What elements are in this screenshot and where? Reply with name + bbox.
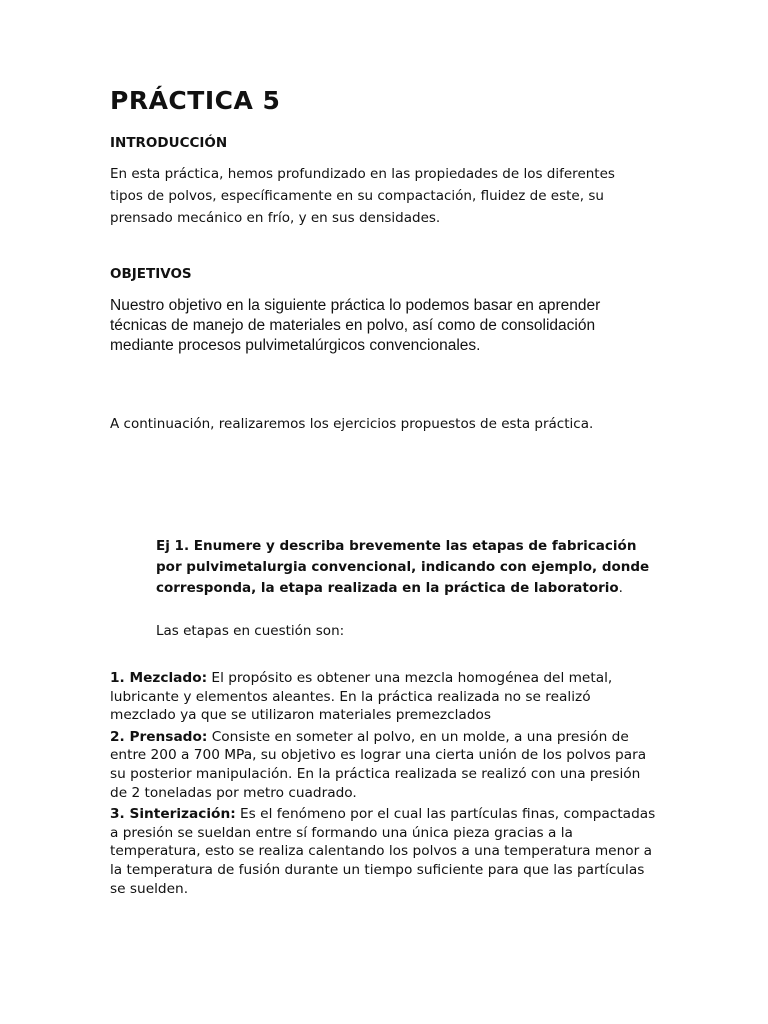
intro-paragraph: En esta práctica, hemos profundizado en las propiedades de los diferentes tipos de polvos, específicamente en su compactación, fluidez de este, su prensado mecánico en frío, y en sus densidades. — [110, 166, 615, 226]
stage-item-prensado — [110, 728, 660, 802]
objetivos-paragraph: Nuestro objetivo en la siguiente práctica lo podemos basar en aprender técnicas de manejo de materiales en polvo, así como de consolidación mediante procesos pulvimetalúrgicos convencionales. — [110, 297, 601, 354]
stage-label: 1. Mezclado: — [110, 670, 208, 686]
page-title: PRÁCTICA 5 — [110, 86, 281, 115]
stage-label: 2. Prensado: — [110, 728, 208, 745]
stages-list — [110, 669, 660, 901]
stage-label: 3. Sinterización: — [110, 806, 236, 823]
stage-text: Consiste en someter al polvo, en un molde, a una presión de entre 200 a 700 MPa, su objetivo es lograr una cierta unión de los polvos para su posterior manipulación. En la práctica realizada se realizó con una presión de 2 toneladas por metro cuadrado. — [110, 728, 647, 801]
exercise-prompt-text: Ej 1. Enumere y describa brevemente las etapas de fabricación por pulvimetalurgia convencional, indicando con ejemplo, donde corresponda, la etapa realizada en la práctica de laboratorio — [156, 538, 650, 596]
exercise-prompt — [156, 536, 656, 599]
objetivos-heading: OBJETIVOS — [110, 266, 192, 282]
stage-item-mezclado — [110, 669, 660, 725]
continuation-text: A continuación, realizaremos los ejercicios propuestos de esta práctica. — [110, 416, 594, 432]
exercise-prompt-period: . — [618, 580, 623, 596]
stage-text: Es el fenómeno por el cual las partículas finas, compactadas a presión se sueldan entre sí formando una única pieza gracias a la temperatura, esto se realiza calentando los polvos a una temperatura menor a la temperatura de fusión durante un tiempo suficiente para que las partículas se suelden. — [110, 806, 656, 897]
stage-text: El propósito es obtener una mezcla homogénea del metal, lubricante y elementos aleantes. En la práctica realizada no se realizó mezclado ya que se utilizaron materiales premezclados — [110, 670, 613, 724]
stages-intro: Las etapas en cuestión son: — [156, 623, 345, 639]
stage-item-sinterizacion — [110, 805, 660, 898]
intro-heading: INTRODUCCIÓN — [110, 135, 228, 151]
